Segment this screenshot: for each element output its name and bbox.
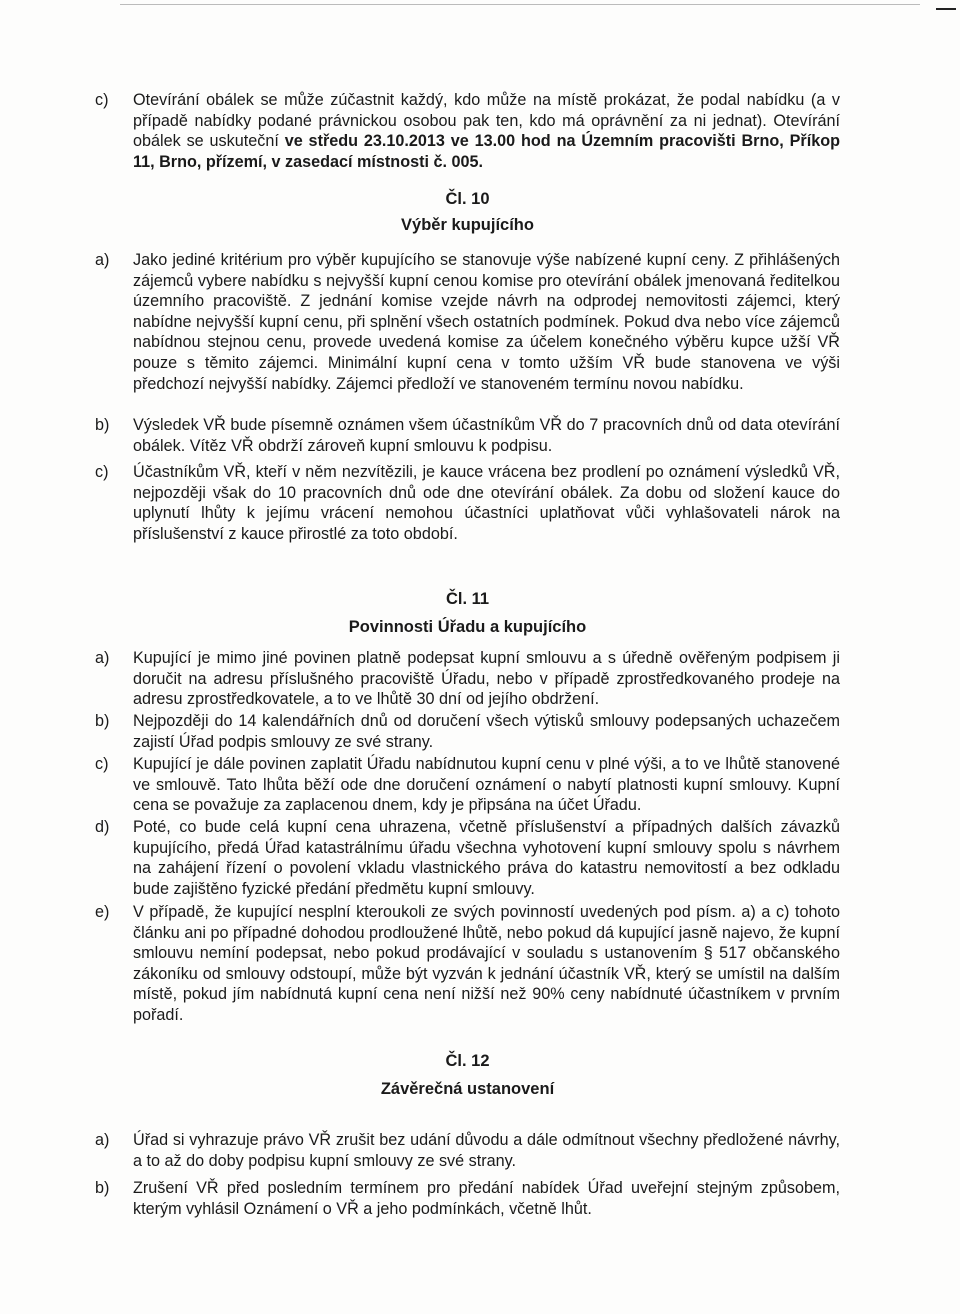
item-marker: a) (95, 649, 110, 667)
article-11-item-b (95, 711, 840, 752)
item-text: Otevírání obálek se může zúčastnit každý, kdo může na místě prokázat, že podal nabídku (a v případě nabídky podané právnickou osobou pak ten, kdo má oprávnění za ni jednat). Otevírání obálek se uskuteční ve středu 23.10.2013 ve 13.00 hod na Územním pracovišti Brno, Příkop 11, Brno, přízemí, v zasedací místnosti č. 005. (133, 91, 840, 171)
item-text: Zrušení VŘ před posledním termínem pro předání nabídek Úřad uveřejní stejným způsobem, kterým vyhlásil Oznámení o VŘ a jeho podmínkách, včetně lhůt. (133, 1179, 840, 1218)
item-text: Nejpozději do 14 kalendářních dnů od doručení všech výtisků smlouvy podepsaných uchazečem zajistí Úřad podpis smlouvy ze své strany. (133, 712, 840, 751)
article-11-item-c (95, 754, 840, 816)
article-12-item-a (95, 1130, 840, 1171)
item-text: Poté, co bude celá kupní cena uhrazena, včetně příslušenství a případných dalších závazků kupujícího, předá Úřad katastrálnímu úřadu všechna vyhotovení kupní smlouvy spolu s návrhem na zahájení řízení o povolení vkladu vlastnického práva do katastru nemovitostí a bez odkladu bude zajištěno fyzické předání předmětu kupní smlouvy. (133, 818, 840, 898)
article-11-item-d (95, 817, 840, 899)
item-text: Výsledek VŘ bude písemně oznámen všem účastníkům VŘ do 7 pracovních dnů od data otevírání obálek. Vítěz VŘ obdrží zároveň kupní smlouvu k podpisu. (133, 416, 840, 455)
article-10-item-a (95, 250, 840, 394)
item-text: Kupující je mimo jiné povinen platně podepsat kupní smlouvu a s úředně ověřeným podpisem ji doručit na adresu příslušného pracoviště Úřadu, nebo v případě zprostředkovaného prodeje na adresu zprostředkovatele, a to ve lhůtě 30 dní od jejího obdržení. (133, 649, 840, 709)
item-marker: b) (95, 712, 110, 730)
article-11-item-a (95, 648, 840, 710)
article-10-item-c (95, 462, 840, 544)
scan-edge-line (120, 4, 920, 5)
item-text: Účastníkům VŘ, kteří v něm nezvítězili, je kauce vrácena bez prodlení po oznámení výsledků VŘ, nejpozději však do 10 pracovních dnů ode dne otevírání obálek. Za dobu od složení kauce do uplynutí lhůty k jejímu vrácení nemohou účastníci uplatňovat vůči vyhlašovateli nárok na příslušenství z kauce přirostlé za toto období. (133, 463, 840, 543)
intro-item-c (95, 90, 840, 172)
article-12-title: Závěrečná ustanovení (380, 1080, 555, 1098)
article-12-number: Čl. 12 (445, 1052, 490, 1070)
scan-corner-mark (936, 8, 956, 10)
item-marker: b) (95, 416, 110, 434)
article-10-item-b (95, 415, 840, 456)
article-12-item-b (95, 1178, 840, 1219)
article-11-title: Povinnosti Úřadu a kupujícího (348, 618, 587, 636)
item-marker: c) (95, 91, 109, 109)
item-marker: a) (95, 251, 110, 269)
article-10-number: Čl. 10 (445, 190, 490, 208)
item-text: Úřad si vyhrazuje právo VŘ zrušit bez udání důvodu a dále odmítnout všechny předložené návrhy, a to až do doby podpisu kupní smlouvy ze své strany. (133, 1131, 840, 1170)
item-marker: a) (95, 1131, 110, 1149)
item-marker: c) (95, 755, 109, 773)
item-text: V případě, že kupující nesplní kteroukoli ze svých povinností uvedených pod písm. a) a c) tohoto článku ani po případné dohodou prodloužené lhůtě, nebo pokud dá kupující jasně najevo, že kupní smlouvu nemíní podepsat, nebo pokud prodávající v souladu s ustanovením § 517 občanského zákoníku od smlouvy odstoupí, může být vyzván k jednání účastník VŘ, který se umístil na dalším místě, pokud jím nabídnutá kupní cena není nižší než 90% ceny nabídnuté účastníkem v prvním pořadí. (133, 903, 840, 1024)
item-marker: e) (95, 903, 110, 921)
item-marker: c) (95, 463, 109, 481)
article-11-item-e (95, 902, 840, 1026)
item-text: Jako jediné kritérium pro výběr kupujícího se stanovuje výše nabízené kupní ceny. Z přihlášených zájemců vybere nabídku s nejvyšší kupní cenou komise pro otevírání obálek jmenovaná ředitelkou územního pracoviště. Z jednání komise vzejde návrh na odprodej nemovitosti zájemci, který nabídne nejvyšší kupní cenu, při splnění všech ostatních podmínek. Pokud dva nebo více zájemců nabídnou stejnou cenu, provede uvedená komise za účelem konečného výběru kupce užší VŘ pouze s těmito zájemci. Minimální kupní cena v tomto užším VŘ bude stanovena ve výši předchozí nejvyšší nabídky. Zájemci předloží ve stanoveném termínu novou nabídku. (133, 251, 840, 393)
item-marker: d) (95, 818, 110, 836)
item-marker: b) (95, 1179, 110, 1197)
article-10-title: Výběr kupujícího (401, 216, 534, 234)
item-text: Kupující je dále povinen zaplatit Úřadu nabídnutou kupní cenu v plné výši, a to ve lhůtě stanovené ve smlouvě. Tato lhůta běží ode dne doručení oznámení o nabytí platnosti kupní smlouvy. Kupní cena se považuje za zaplacenou dnem, kdy je připsána na účet Úřadu. (133, 755, 840, 815)
meeting-details: ve středu 23.10.2013 ve 13.00 hod na Územním pracovišti Brno, Příkop 11, Brno, přízemí, v zasedací místnosti č. 005. (133, 132, 840, 171)
article-11-number: Čl. 11 (445, 590, 490, 608)
